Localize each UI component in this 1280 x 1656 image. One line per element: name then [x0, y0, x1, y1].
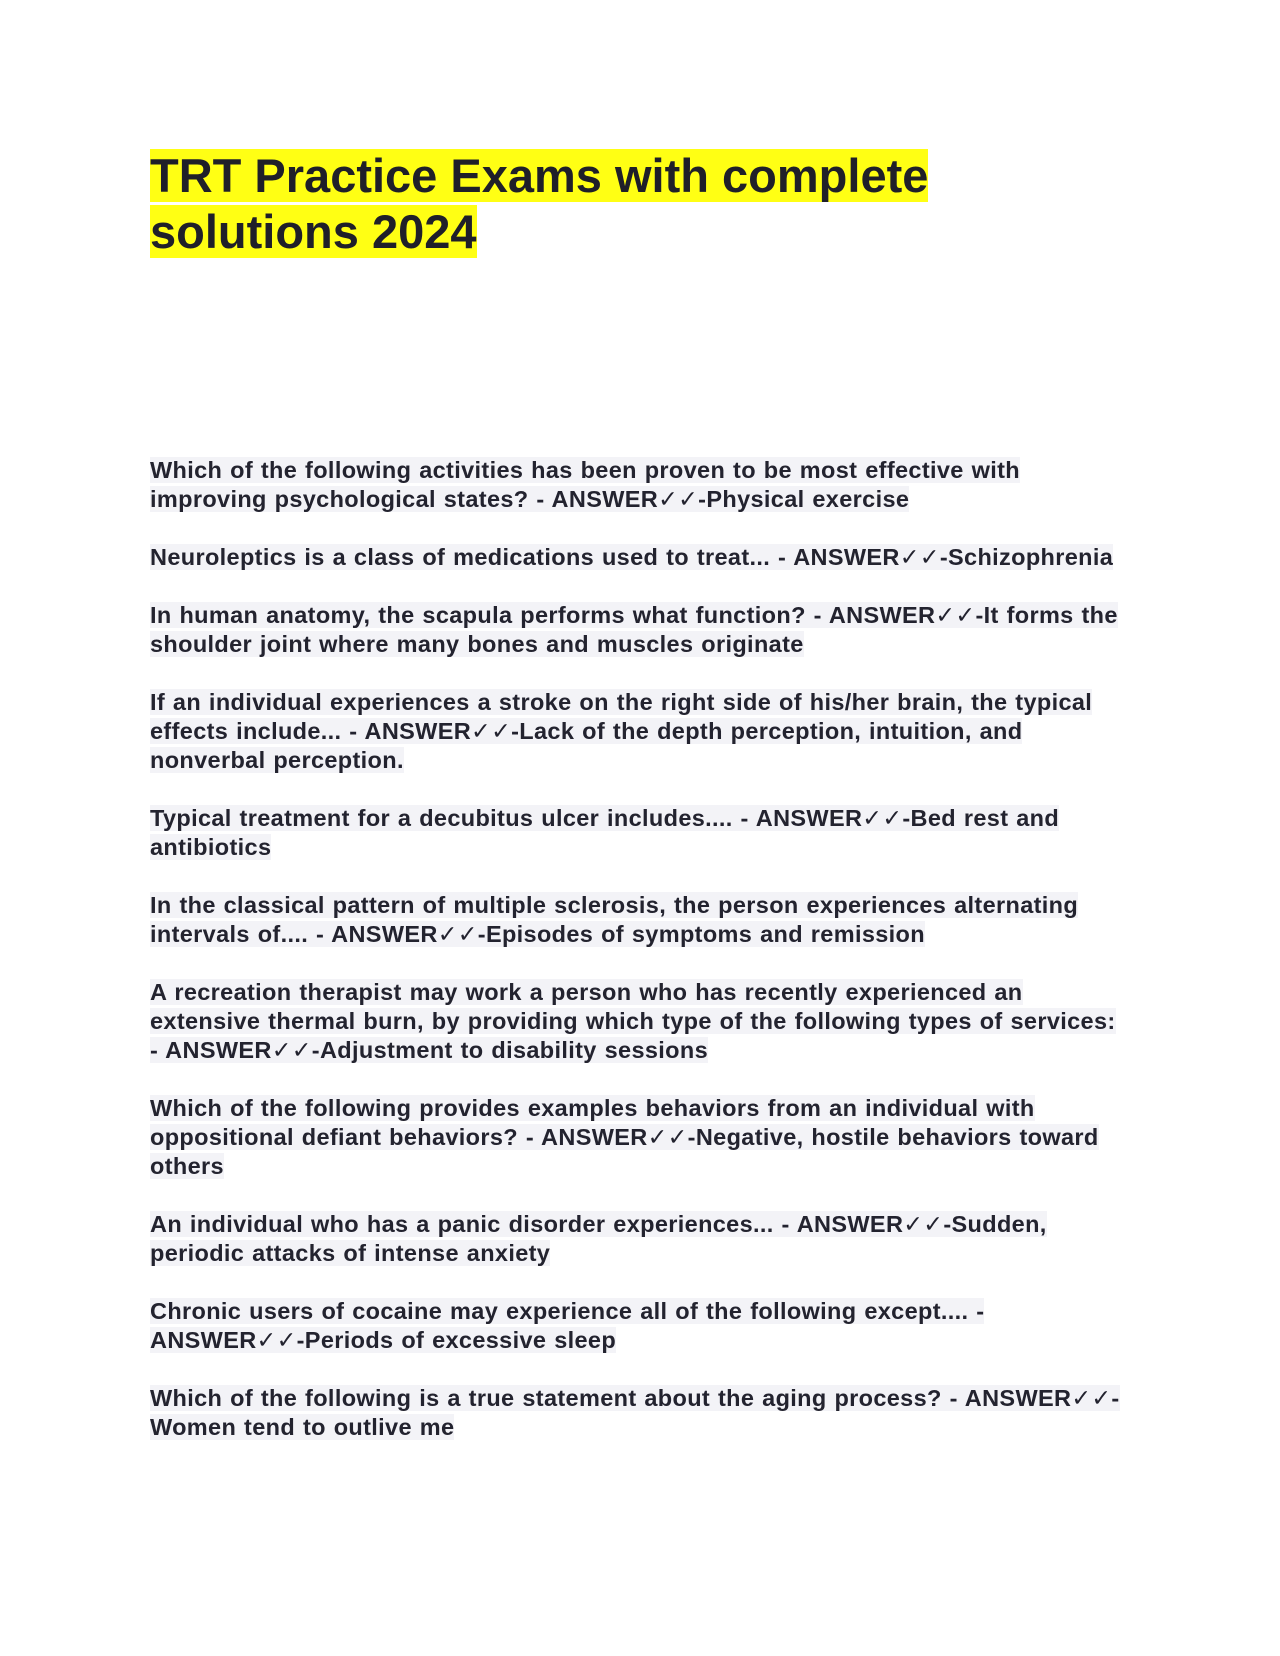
qa-item: Which of the following provides examples behaviors from an individual with oppositional defiant behaviors? - ANSWER✓✓-Negative, hostile behaviors toward others: [150, 1095, 1099, 1179]
qa-list: [150, 456, 1130, 1471]
page-title: [150, 148, 1050, 260]
qa-item: If an individual experiences a stroke on the right side of his/her brain, the typical effects include... - ANSWER✓✓-Lack of the depth perception, intuition, and nonverbal perception.: [150, 689, 1093, 773]
qa-item: Typical treatment for a decubitus ulcer includes.... - ANSWER✓✓-Bed rest and antibiotics: [150, 805, 1060, 860]
qa-item: Which of the following is a true statement about the aging process? - ANSWER✓✓-Women tend to outlive me: [150, 1385, 1120, 1440]
qa-item: In the classical pattern of multiple sclerosis, the person experiences alternating intervals of.... - ANSWER✓✓-Episodes of symptoms and remission: [150, 892, 1079, 947]
qa-item: Chronic users of cocaine may experience all of the following except.... - ANSWER✓✓-Periods of excessive sleep: [150, 1298, 985, 1353]
qa-item: An individual who has a panic disorder experiences... - ANSWER✓✓-Sudden, periodic attacks of intense anxiety: [150, 1211, 1047, 1266]
page-title-text: TRT Practice Exams with complete solutions 2024: [150, 149, 929, 258]
qa-item: A recreation therapist may work a person who has recently experienced an extensive thermal burn, by providing which type of the following types of services: - ANSWER✓✓-Adjustment to disability sessions: [150, 979, 1116, 1063]
qa-item: Neuroleptics is a class of medications used to treat... - ANSWER✓✓-Schizophrenia: [150, 544, 1114, 570]
qa-item: Which of the following activities has been proven to be most effective with improving psychological states? - ANSWER✓✓-Physical exercise: [150, 457, 1020, 512]
qa-item: In human anatomy, the scapula performs what function? - ANSWER✓✓-It forms the shoulder joint where many bones and muscles originate: [150, 602, 1118, 657]
